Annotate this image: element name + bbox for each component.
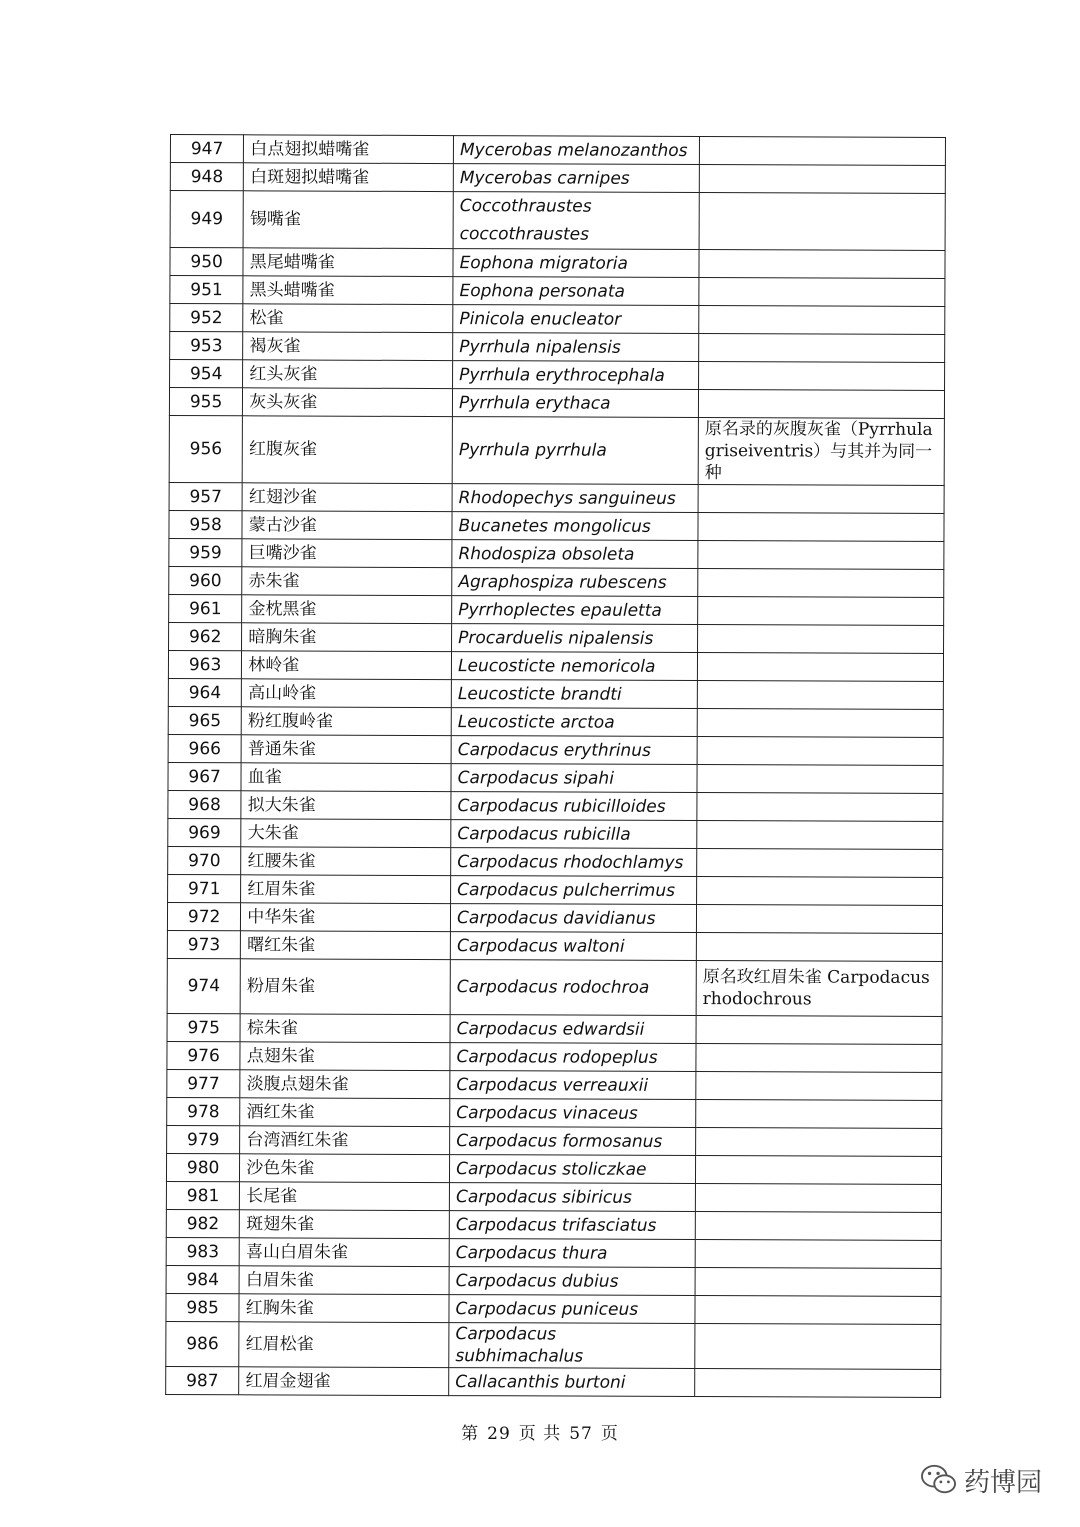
scientific-name: Leucosticte nemoricola bbox=[451, 652, 697, 681]
row-number: 966 bbox=[168, 734, 241, 762]
scientific-name: Rhodopechys sanguineus bbox=[452, 484, 698, 513]
remark bbox=[699, 362, 945, 391]
row-number: 968 bbox=[168, 790, 241, 818]
row-number: 974 bbox=[167, 958, 240, 1013]
footer-total-pages: 57 bbox=[569, 1424, 593, 1444]
row-number: 947 bbox=[170, 135, 243, 163]
remark bbox=[699, 137, 945, 166]
scientific-name: Bucanetes mongolicus bbox=[452, 512, 698, 541]
row-number: 948 bbox=[170, 163, 243, 191]
table-row bbox=[169, 594, 944, 625]
scientific-name: Carpodacus vinaceus bbox=[450, 1099, 696, 1128]
table-row bbox=[169, 482, 944, 513]
table-row bbox=[166, 1321, 941, 1369]
chinese-name: 红眉朱雀 bbox=[241, 875, 451, 904]
remark bbox=[698, 513, 944, 542]
table-row bbox=[167, 1097, 942, 1128]
scientific-name: Eophona personata bbox=[453, 277, 699, 306]
row-number: 973 bbox=[167, 930, 240, 958]
remark bbox=[695, 1296, 941, 1325]
table-row bbox=[168, 706, 943, 737]
remark bbox=[697, 765, 943, 794]
row-number: 950 bbox=[170, 248, 243, 276]
table-row bbox=[168, 818, 943, 849]
table-row bbox=[170, 304, 945, 335]
table-row bbox=[168, 790, 943, 821]
chinese-name: 红头灰雀 bbox=[243, 360, 453, 389]
remark bbox=[698, 569, 944, 598]
remark bbox=[697, 821, 943, 850]
remark bbox=[697, 709, 943, 738]
row-number: 957 bbox=[169, 482, 242, 510]
table-row bbox=[166, 1237, 941, 1268]
scientific-name: Rhodospiza obsoleta bbox=[452, 540, 698, 569]
scientific-name: Carpodacus sipahi bbox=[451, 764, 697, 793]
remark bbox=[698, 625, 944, 654]
chinese-name: 锡嘴雀 bbox=[243, 191, 453, 249]
chinese-name: 松雀 bbox=[243, 304, 453, 333]
remark bbox=[696, 1100, 942, 1129]
remark bbox=[696, 1016, 942, 1045]
row-number: 978 bbox=[167, 1097, 240, 1125]
row-number: 986 bbox=[166, 1321, 239, 1366]
chinese-name: 台湾酒红朱雀 bbox=[240, 1126, 450, 1155]
row-number: 981 bbox=[166, 1181, 239, 1209]
remark bbox=[697, 737, 943, 766]
chinese-name: 普通朱雀 bbox=[241, 735, 451, 764]
row-number: 980 bbox=[166, 1153, 239, 1181]
row-number: 971 bbox=[168, 874, 241, 902]
remark bbox=[697, 877, 943, 906]
table-row bbox=[168, 762, 943, 793]
scientific-name: Carpodacus rhodochlamys bbox=[451, 848, 697, 877]
row-number: 961 bbox=[169, 594, 242, 622]
row-number: 970 bbox=[168, 846, 241, 874]
scientific-name: Carpodacus rodochroa bbox=[450, 960, 696, 1016]
remark bbox=[695, 1268, 941, 1297]
scientific-name: Carpodacus davidianus bbox=[451, 904, 697, 933]
chinese-name: 棕朱雀 bbox=[240, 1014, 450, 1043]
chinese-name: 巨嘴沙雀 bbox=[242, 539, 452, 568]
remark bbox=[697, 681, 943, 710]
chinese-name: 赤朱雀 bbox=[242, 567, 452, 596]
chinese-name: 红眉金翅雀 bbox=[239, 1367, 449, 1396]
remark bbox=[699, 250, 945, 279]
scientific-name: Pyrrhula erythrocephala bbox=[453, 361, 699, 390]
chinese-name: 中华朱雀 bbox=[241, 903, 451, 932]
page-footer bbox=[0, 1419, 1080, 1444]
remark bbox=[698, 541, 944, 570]
table-row bbox=[167, 902, 942, 933]
chinese-name: 白斑翅拟蜡嘴雀 bbox=[244, 163, 454, 192]
remark bbox=[697, 653, 943, 682]
table-row bbox=[169, 415, 944, 485]
scientific-name: Mycerobas carnipes bbox=[453, 164, 699, 193]
scientific-name: Carpodacus subhimachalus bbox=[449, 1323, 695, 1369]
chinese-name: 红腹灰雀 bbox=[242, 416, 452, 484]
remark bbox=[696, 905, 942, 934]
chinese-name: 喜山白眉朱雀 bbox=[239, 1238, 449, 1267]
scientific-name: Mycerobas melanozanthos bbox=[453, 136, 699, 165]
remark bbox=[695, 1240, 941, 1269]
remark bbox=[695, 1369, 941, 1398]
remark bbox=[698, 597, 944, 626]
scientific-name: Carpodacus puniceus bbox=[449, 1295, 695, 1324]
chinese-name: 红翅沙雀 bbox=[242, 483, 452, 512]
table-row bbox=[169, 566, 944, 597]
scientific-name: Pyrrhula nipalensis bbox=[453, 333, 699, 362]
row-number: 969 bbox=[168, 818, 241, 846]
table-row bbox=[167, 930, 942, 961]
remark bbox=[699, 278, 945, 307]
chinese-name: 灰头灰雀 bbox=[243, 388, 453, 417]
scientific-name: Pyrrhula pyrrhula bbox=[452, 417, 698, 485]
scientific-name: Agraphospiza rubescens bbox=[452, 568, 698, 597]
chinese-name: 红眉松雀 bbox=[239, 1322, 449, 1368]
scientific-name: Carpodacus rodopeplus bbox=[450, 1043, 696, 1072]
scientific-name: Eophona migratoria bbox=[453, 249, 699, 278]
scientific-name: Callacanthis burtoni bbox=[449, 1368, 695, 1397]
chinese-name: 沙色朱雀 bbox=[240, 1154, 450, 1183]
table-row bbox=[167, 1069, 942, 1100]
remark bbox=[697, 793, 943, 822]
scientific-name: Carpodacus sibiricus bbox=[449, 1183, 695, 1212]
footer-middle: 页 共 bbox=[518, 1424, 562, 1444]
scientific-name: Carpodacus stoliczkae bbox=[450, 1155, 696, 1184]
chinese-name: 斑翅朱雀 bbox=[240, 1210, 450, 1239]
remark: 原名玫红眉朱雀 Carpodacus rhodochrous bbox=[696, 961, 942, 1017]
scientific-name: Carpodacus edwardsii bbox=[450, 1015, 696, 1044]
scientific-name: Pyrrhula erythaca bbox=[452, 389, 698, 418]
table-row bbox=[168, 650, 943, 681]
chinese-name: 金枕黑雀 bbox=[242, 595, 452, 624]
watermark bbox=[920, 1460, 1042, 1500]
remark bbox=[699, 306, 945, 335]
row-number: 965 bbox=[168, 706, 241, 734]
row-number: 960 bbox=[169, 566, 242, 594]
table-row bbox=[169, 510, 944, 541]
table-row bbox=[166, 1209, 941, 1240]
row-number: 963 bbox=[168, 650, 241, 678]
scientific-name: Carpodacus formosanus bbox=[450, 1127, 696, 1156]
footer-prefix: 第 bbox=[461, 1424, 480, 1444]
scientific-name: Carpodacus erythrinus bbox=[451, 736, 697, 765]
table-row bbox=[169, 622, 944, 653]
species-table bbox=[165, 134, 946, 1398]
remark bbox=[696, 1128, 942, 1157]
table-row bbox=[170, 360, 945, 391]
scientific-name: Carpodacus verreauxii bbox=[450, 1071, 696, 1100]
chinese-name: 拟大朱雀 bbox=[241, 791, 451, 820]
chinese-name: 褐灰雀 bbox=[243, 332, 453, 361]
row-number: 956 bbox=[169, 415, 243, 482]
chinese-name: 酒红朱雀 bbox=[240, 1098, 450, 1127]
chinese-name: 粉红腹岭雀 bbox=[241, 707, 451, 736]
table-row bbox=[170, 135, 945, 166]
scientific-name: Carpodacus waltoni bbox=[450, 932, 696, 961]
scientific-name: Carpodacus thura bbox=[449, 1239, 695, 1268]
chinese-name: 红腰朱雀 bbox=[241, 847, 451, 876]
row-number: 987 bbox=[166, 1366, 239, 1394]
table-row bbox=[167, 1013, 942, 1044]
scientific-name: Leucosticte arctoa bbox=[451, 708, 697, 737]
chinese-name: 林岭雀 bbox=[242, 651, 452, 680]
row-number: 955 bbox=[169, 388, 242, 416]
remark bbox=[695, 1324, 941, 1370]
row-number: 958 bbox=[169, 510, 242, 538]
remark bbox=[696, 933, 942, 962]
row-number: 979 bbox=[167, 1125, 240, 1153]
remark bbox=[699, 334, 945, 363]
chinese-name: 黑尾蜡嘴雀 bbox=[243, 248, 453, 277]
chinese-name: 曙红朱雀 bbox=[241, 931, 451, 960]
row-number: 977 bbox=[167, 1069, 240, 1097]
remark bbox=[695, 1212, 941, 1241]
remark bbox=[695, 1184, 941, 1213]
table-row bbox=[170, 332, 945, 363]
table-row bbox=[167, 1041, 942, 1072]
table-row bbox=[166, 1293, 941, 1324]
remark bbox=[698, 485, 944, 514]
remark bbox=[699, 193, 945, 251]
table-row bbox=[166, 1366, 941, 1397]
remark bbox=[696, 1044, 942, 1073]
row-number: 984 bbox=[166, 1265, 239, 1293]
table-row bbox=[169, 538, 944, 569]
row-number: 949 bbox=[170, 191, 243, 248]
table-row bbox=[166, 1265, 941, 1296]
scientific-name: Procarduelis nipalensis bbox=[452, 624, 698, 653]
footer-suffix: 页 bbox=[600, 1424, 619, 1444]
chinese-name: 点翅朱雀 bbox=[240, 1042, 450, 1071]
row-number: 982 bbox=[166, 1209, 239, 1237]
scientific-name: Carpodacus pulcherrimus bbox=[451, 876, 697, 905]
watermark-text: 药博园 bbox=[964, 1467, 1043, 1498]
chinese-name: 血雀 bbox=[241, 763, 451, 792]
scientific-name: Leucosticte brandti bbox=[451, 680, 697, 709]
wechat-icon bbox=[920, 1463, 958, 1497]
chinese-name: 暗胸朱雀 bbox=[242, 623, 452, 652]
scientific-name: Carpodacus rubicilla bbox=[451, 820, 697, 849]
row-number: 964 bbox=[168, 678, 241, 706]
chinese-name: 红胸朱雀 bbox=[239, 1294, 449, 1323]
row-number: 972 bbox=[167, 902, 240, 930]
remark bbox=[699, 165, 945, 194]
table-row bbox=[166, 1153, 941, 1184]
table-row bbox=[170, 276, 945, 307]
table-row bbox=[167, 958, 942, 1016]
chinese-name: 黑头蜡嘴雀 bbox=[243, 276, 453, 305]
remark bbox=[695, 1156, 941, 1185]
remark bbox=[696, 1072, 942, 1101]
table-row bbox=[169, 388, 944, 419]
chinese-name: 长尾雀 bbox=[240, 1182, 450, 1211]
scientific-name: Carpodacus dubius bbox=[449, 1267, 695, 1296]
table-row bbox=[168, 874, 943, 905]
chinese-name: 蒙古沙雀 bbox=[242, 511, 452, 540]
row-number: 953 bbox=[170, 332, 243, 360]
table-row bbox=[168, 678, 943, 709]
remark: 原名录的灰腹灰雀（Pyrrhula griseiventris）与其并为同一种 bbox=[698, 418, 944, 486]
row-number: 967 bbox=[168, 762, 241, 790]
chinese-name: 高山岭雀 bbox=[242, 679, 452, 708]
row-number: 985 bbox=[166, 1293, 239, 1321]
table-row bbox=[168, 846, 943, 877]
row-number: 951 bbox=[170, 276, 243, 304]
species-table-body bbox=[166, 135, 946, 1398]
chinese-name: 大朱雀 bbox=[241, 819, 451, 848]
row-number: 962 bbox=[169, 622, 242, 650]
scientific-name: Pinicola enucleator bbox=[453, 305, 699, 334]
row-number: 952 bbox=[170, 304, 243, 332]
scientific-name: Carpodacus trifasciatus bbox=[449, 1211, 695, 1240]
scientific-name: Pyrrhoplectes epauletta bbox=[452, 596, 698, 625]
table-row bbox=[170, 248, 945, 279]
row-number: 983 bbox=[166, 1237, 239, 1265]
table-row bbox=[166, 1181, 941, 1212]
chinese-name: 淡腹点翅朱雀 bbox=[240, 1070, 450, 1099]
table-row bbox=[168, 734, 943, 765]
scientific-name: Carpodacus rubicilloides bbox=[451, 792, 697, 821]
chinese-name: 白眉朱雀 bbox=[239, 1266, 449, 1295]
row-number: 954 bbox=[170, 360, 243, 388]
scientific-name: Coccothraustes coccothraustes bbox=[453, 192, 699, 250]
table-row bbox=[170, 191, 945, 251]
row-number: 975 bbox=[167, 1013, 240, 1041]
remark bbox=[697, 849, 943, 878]
chinese-name: 粉眉朱雀 bbox=[240, 959, 450, 1015]
row-number: 959 bbox=[169, 538, 242, 566]
table-row bbox=[167, 1125, 942, 1156]
remark bbox=[698, 390, 944, 419]
table-row bbox=[170, 163, 945, 194]
footer-page-number: 29 bbox=[487, 1424, 511, 1444]
chinese-name: 白点翅拟蜡嘴雀 bbox=[244, 135, 454, 164]
row-number: 976 bbox=[167, 1041, 240, 1069]
